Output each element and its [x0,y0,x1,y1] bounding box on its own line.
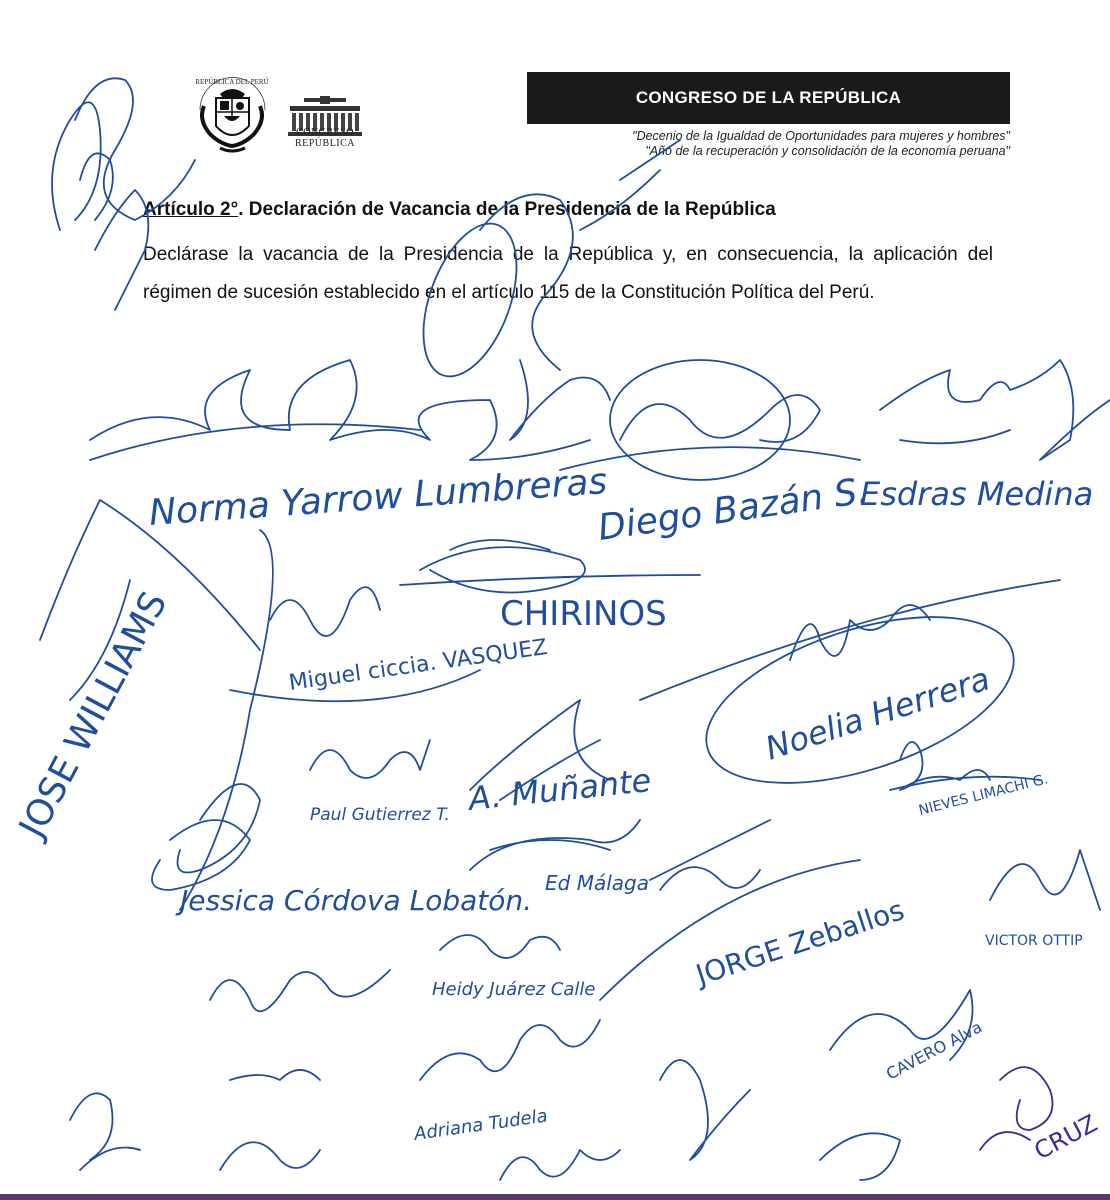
handwritten-name: JORGE Zeballos [691,893,909,992]
signature-scribble [470,700,610,800]
signature-scribble [152,820,250,890]
institution-header-bar [527,72,1010,124]
motto-line-1: "Decenio de la Igualdad de Oportunidades para mujeres y hombres" [632,129,1010,143]
signature-scribble [40,500,380,910]
handwritten-name: Miguel ciccia. VASQUEZ [287,634,549,696]
handwritten-name: Norma Yarrow Lumbreras [147,461,609,534]
handwritten-name: VICTOR OTTIP [985,933,1083,949]
signature-scribble [980,1067,1053,1150]
handwritten-name: JOSE WILLIAMS [11,585,176,845]
handwritten-name: CRUZ [1029,1109,1103,1166]
handwritten-name: CAVERO Alva [882,1017,986,1084]
article-heading [143,199,776,221]
article-body: Declárase la vacancia de la Presidencia de la República y, en consecuencia, la aplicación del régimen de sucesión establecido en el artículo 115 de la Constitución Política del Perú. [143,244,993,303]
handwritten-name: Noelia Herrera [760,659,995,768]
peru-coat-of-arms-icon [190,68,275,158]
handwritten-name: Esdras Medina [860,475,1094,513]
handwritten-name: Ed Málaga [545,871,649,895]
handwritten-name: Heidy Juárez Calle [432,979,596,1000]
signature-scribble [440,935,560,958]
seal-arc-text: REPÚBLICA DEL PERÚ [195,78,269,86]
signature-scribble [90,360,590,460]
signature-scribble [990,850,1100,910]
congreso-logo-line-1: CONGRESO [296,127,354,138]
signature-scribble [500,1060,900,1180]
handwritten-name: Adriana Tudela [412,1105,549,1145]
page-bottom-border [0,1194,1110,1200]
signature-scribble [70,970,390,1170]
signature-scribble [640,580,1060,816]
handwritten-name: Paul Gutierrez T. [310,805,450,825]
signature-scribble [880,360,1110,460]
handwritten-name: Diego Bazán S. [595,470,872,549]
congreso-logo-line-2: REPÚBLICA [294,138,356,149]
signature-scribble [470,820,640,870]
motto-line-2: "Año de la recuperación y consolidación de la economía peruana" [645,144,1010,158]
handwritten-name: CHIRINOS [500,594,667,634]
signature-scribble [890,742,1040,790]
congreso-logo-text [284,127,366,149]
handwritten-name: A. Muñante [466,761,653,818]
signature-scribble [600,820,860,1000]
article-number: Artículo 2° [143,199,239,220]
article-title: . Declaración de Vacancia de la Presidencia de la República [238,199,776,220]
signature-scribble [178,740,431,873]
signature-scribble [420,1020,600,1080]
signature-scribble [830,990,973,1060]
institution-name: CONGRESO DE LA REPÚBLICA [635,88,902,107]
signature-scribble [560,360,860,480]
signature-scribble [400,540,700,593]
handwritten-name: Jessica Córdova Lobatón. [180,884,533,917]
handwritten-name: NIEVES LIMACHI G. [917,771,1050,819]
